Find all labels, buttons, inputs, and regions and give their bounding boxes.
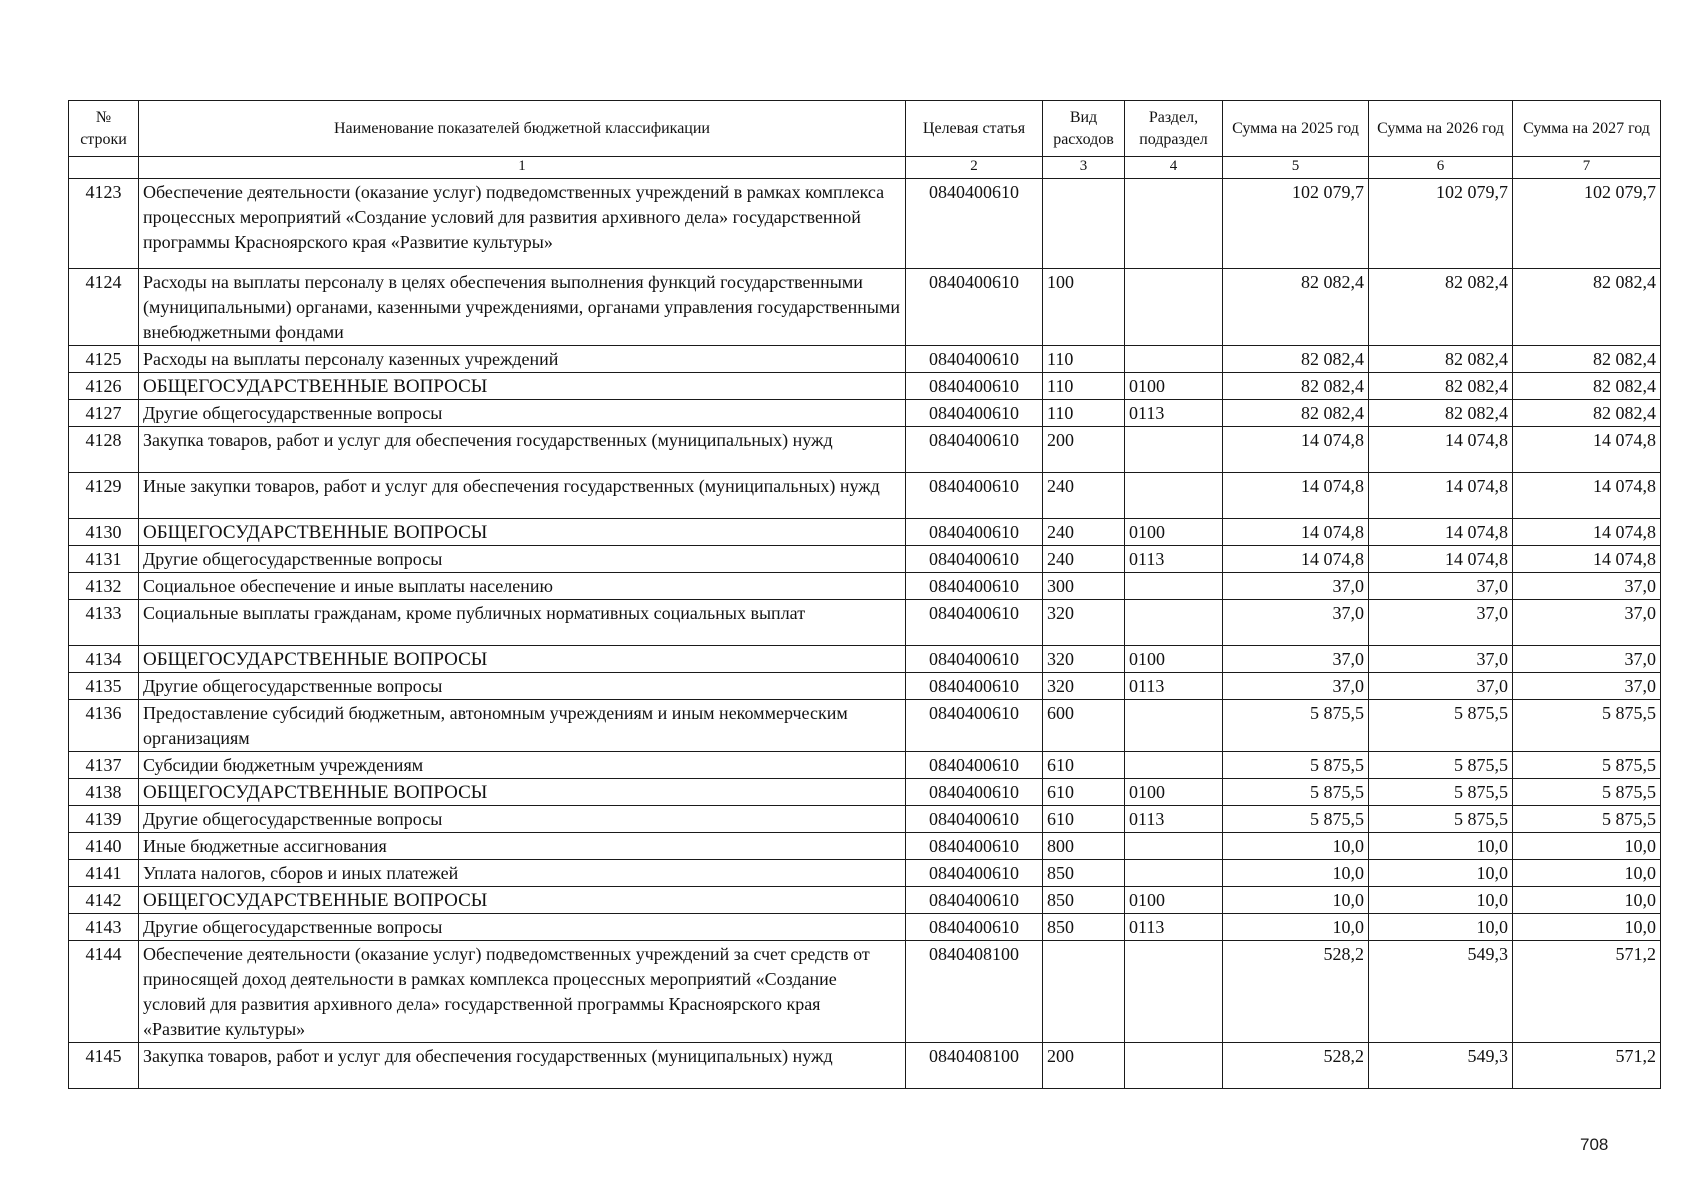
row-sum-2026: 5 875,5	[1369, 806, 1513, 833]
row-target: 0840400610	[906, 546, 1043, 573]
table-row	[69, 860, 1661, 887]
row-target: 0840400610	[906, 779, 1043, 806]
row-number: 4131	[69, 546, 139, 573]
row-number: 4132	[69, 573, 139, 600]
row-number: 4128	[69, 427, 139, 473]
row-sum-2026: 5 875,5	[1369, 700, 1513, 752]
row-expense-type: 850	[1043, 914, 1125, 941]
header-section: Раздел, подраздел	[1125, 101, 1223, 157]
row-expense-type: 240	[1043, 473, 1125, 519]
table-row	[69, 600, 1661, 646]
table-row	[69, 400, 1661, 427]
row-sum-2025: 82 082,4	[1223, 346, 1369, 373]
row-name: Уплата налогов, сборов и иных платежей	[139, 860, 906, 887]
table-body	[69, 179, 1661, 1089]
row-number: 4138	[69, 779, 139, 806]
table-row	[69, 914, 1661, 941]
row-sum-2027: 14 074,8	[1513, 519, 1661, 546]
row-name: Обеспечение деятельности (оказание услуг) подведомственных учреждений за счет средств от приносящей доход деятельности в рамках комплекса процессных мероприятий «Создание условий для развития архивного дела» государственной программы Красноярского края «Развитие культуры»	[139, 941, 906, 1043]
row-sum-2027: 82 082,4	[1513, 346, 1661, 373]
row-sum-2027: 5 875,5	[1513, 806, 1661, 833]
row-sum-2026: 5 875,5	[1369, 779, 1513, 806]
row-number: 4129	[69, 473, 139, 519]
column-number: 3	[1043, 157, 1125, 179]
row-sum-2026: 37,0	[1369, 600, 1513, 646]
row-sum-2026: 37,0	[1369, 573, 1513, 600]
header-name: Наименование показателей бюджетной классификации	[139, 101, 906, 157]
row-name: Другие общегосударственные вопросы	[139, 914, 906, 941]
row-number: 4127	[69, 400, 139, 427]
header-sum-2025: Сумма на 2025 год	[1223, 101, 1369, 157]
row-number: 4144	[69, 941, 139, 1043]
row-sum-2025: 5 875,5	[1223, 779, 1369, 806]
row-expense-type: 320	[1043, 600, 1125, 646]
row-expense-type: 610	[1043, 752, 1125, 779]
row-sum-2026: 14 074,8	[1369, 519, 1513, 546]
row-section	[1125, 600, 1223, 646]
row-name: ОБЩЕГОСУДАРСТВЕННЫЕ ВОПРОСЫ	[139, 373, 906, 400]
table-row	[69, 373, 1661, 400]
row-sum-2027: 10,0	[1513, 914, 1661, 941]
row-sum-2025: 37,0	[1223, 646, 1369, 673]
row-sum-2025: 37,0	[1223, 573, 1369, 600]
row-number: 4134	[69, 646, 139, 673]
table-row	[69, 269, 1661, 346]
row-target: 0840400610	[906, 833, 1043, 860]
table-row	[69, 806, 1661, 833]
row-expense-type: 320	[1043, 673, 1125, 700]
row-sum-2026: 102 079,7	[1369, 179, 1513, 269]
row-sum-2026: 10,0	[1369, 833, 1513, 860]
row-section: 0100	[1125, 373, 1223, 400]
row-expense-type: 200	[1043, 1043, 1125, 1089]
row-sum-2026: 82 082,4	[1369, 269, 1513, 346]
row-sum-2027: 571,2	[1513, 1043, 1661, 1089]
row-number: 4137	[69, 752, 139, 779]
row-expense-type: 850	[1043, 887, 1125, 914]
row-name: Другие общегосударственные вопросы	[139, 546, 906, 573]
row-name: Другие общегосударственные вопросы	[139, 400, 906, 427]
row-number: 4142	[69, 887, 139, 914]
row-sum-2025: 10,0	[1223, 887, 1369, 914]
row-sum-2027: 14 074,8	[1513, 427, 1661, 473]
column-number: 1	[139, 157, 906, 179]
row-sum-2026: 549,3	[1369, 941, 1513, 1043]
row-target: 0840400610	[906, 400, 1043, 427]
row-number: 4141	[69, 860, 139, 887]
row-target: 0840400610	[906, 700, 1043, 752]
row-number: 4140	[69, 833, 139, 860]
row-sum-2027: 37,0	[1513, 673, 1661, 700]
row-section	[1125, 860, 1223, 887]
row-sum-2027: 82 082,4	[1513, 269, 1661, 346]
row-expense-type: 110	[1043, 373, 1125, 400]
row-expense-type: 100	[1043, 269, 1125, 346]
column-number: 2	[906, 157, 1043, 179]
row-sum-2026: 5 875,5	[1369, 752, 1513, 779]
row-sum-2025: 14 074,8	[1223, 546, 1369, 573]
row-sum-2027: 37,0	[1513, 573, 1661, 600]
row-section	[1125, 700, 1223, 752]
row-number: 4125	[69, 346, 139, 373]
row-expense-type: 800	[1043, 833, 1125, 860]
row-name: ОБЩЕГОСУДАРСТВЕННЫЕ ВОПРОСЫ	[139, 779, 906, 806]
row-sum-2027: 37,0	[1513, 646, 1661, 673]
row-section	[1125, 269, 1223, 346]
row-sum-2025: 37,0	[1223, 600, 1369, 646]
row-sum-2025: 10,0	[1223, 860, 1369, 887]
row-target: 0840408100	[906, 941, 1043, 1043]
row-name: ОБЩЕГОСУДАРСТВЕННЫЕ ВОПРОСЫ	[139, 646, 906, 673]
row-sum-2026: 82 082,4	[1369, 400, 1513, 427]
row-name: Другие общегосударственные вопросы	[139, 806, 906, 833]
row-name: ОБЩЕГОСУДАРСТВЕННЫЕ ВОПРОСЫ	[139, 887, 906, 914]
page-number: 708	[1580, 1135, 1609, 1154]
row-target: 0840400610	[906, 179, 1043, 269]
row-target: 0840400610	[906, 346, 1043, 373]
row-name: Расходы на выплаты персоналу казенных учреждений	[139, 346, 906, 373]
row-sum-2025: 5 875,5	[1223, 806, 1369, 833]
row-target: 0840400610	[906, 646, 1043, 673]
row-sum-2027: 14 074,8	[1513, 546, 1661, 573]
row-sum-2025: 82 082,4	[1223, 269, 1369, 346]
row-name: Обеспечение деятельности (оказание услуг) подведомственных учреждений в рамках комплекса процессных мероприятий «Создание условий для развития архивного дела» государственной программы Красноярского края «Развитие культуры»	[139, 179, 906, 269]
row-section: 0100	[1125, 887, 1223, 914]
row-name: Предоставление субсидий бюджетным, автономным учреждениям и иным некоммерческим организациям	[139, 700, 906, 752]
row-target: 0840400610	[906, 673, 1043, 700]
row-section: 0100	[1125, 646, 1223, 673]
row-number: 4145	[69, 1043, 139, 1089]
row-sum-2027: 10,0	[1513, 833, 1661, 860]
row-target: 0840400610	[906, 887, 1043, 914]
row-name: Социальные выплаты гражданам, кроме публичных нормативных социальных выплат	[139, 600, 906, 646]
header-target: Целевая статья	[906, 101, 1043, 157]
row-expense-type: 110	[1043, 400, 1125, 427]
row-target: 0840400610	[906, 427, 1043, 473]
row-section	[1125, 427, 1223, 473]
row-section	[1125, 179, 1223, 269]
row-section: 0100	[1125, 519, 1223, 546]
row-number: 4139	[69, 806, 139, 833]
row-sum-2026: 10,0	[1369, 887, 1513, 914]
row-name: Закупка товаров, работ и услуг для обеспечения государственных (муниципальных) нужд	[139, 427, 906, 473]
row-target: 0840400610	[906, 914, 1043, 941]
table-row	[69, 700, 1661, 752]
table-row	[69, 941, 1661, 1043]
row-sum-2027: 10,0	[1513, 887, 1661, 914]
row-name: Субсидии бюджетным учреждениям	[139, 752, 906, 779]
row-target: 0840400610	[906, 269, 1043, 346]
row-expense-type: 240	[1043, 519, 1125, 546]
row-number: 4136	[69, 700, 139, 752]
row-name: Социальное обеспечение и иные выплаты населению	[139, 573, 906, 600]
header-row	[69, 101, 1661, 157]
row-number: 4135	[69, 673, 139, 700]
row-name: Расходы на выплаты персоналу в целях обеспечения выполнения функций государственными (муниципальными) органами, казенными учреждениями, органами управления государственными внебюджетными фондами	[139, 269, 906, 346]
row-section	[1125, 573, 1223, 600]
row-section	[1125, 752, 1223, 779]
row-section: 0100	[1125, 779, 1223, 806]
row-sum-2027: 82 082,4	[1513, 400, 1661, 427]
row-sum-2025: 82 082,4	[1223, 373, 1369, 400]
row-target: 0840400610	[906, 752, 1043, 779]
row-expense-type: 600	[1043, 700, 1125, 752]
row-sum-2026: 14 074,8	[1369, 427, 1513, 473]
row-expense-type: 240	[1043, 546, 1125, 573]
row-sum-2026: 14 074,8	[1369, 546, 1513, 573]
row-target: 0840400610	[906, 519, 1043, 546]
row-sum-2026: 37,0	[1369, 673, 1513, 700]
row-target: 0840400610	[906, 860, 1043, 887]
row-sum-2027: 10,0	[1513, 860, 1661, 887]
table-row	[69, 346, 1661, 373]
row-name: Закупка товаров, работ и услуг для обеспечения государственных (муниципальных) нужд	[139, 1043, 906, 1089]
row-sum-2026: 549,3	[1369, 1043, 1513, 1089]
row-sum-2025: 82 082,4	[1223, 400, 1369, 427]
row-sum-2025: 5 875,5	[1223, 700, 1369, 752]
row-target: 0840400610	[906, 473, 1043, 519]
column-number: 7	[1513, 157, 1661, 179]
row-sum-2026: 14 074,8	[1369, 473, 1513, 519]
row-name: Иные бюджетные ассигнования	[139, 833, 906, 860]
table-row	[69, 573, 1661, 600]
table-row	[69, 833, 1661, 860]
row-expense-type: 320	[1043, 646, 1125, 673]
row-expense-type: 850	[1043, 860, 1125, 887]
row-sum-2025: 10,0	[1223, 833, 1369, 860]
table-row	[69, 179, 1661, 269]
table-row	[69, 887, 1661, 914]
row-sum-2027: 37,0	[1513, 600, 1661, 646]
row-sum-2025: 10,0	[1223, 914, 1369, 941]
row-sum-2027: 14 074,8	[1513, 473, 1661, 519]
row-target: 0840400610	[906, 600, 1043, 646]
table-row	[69, 546, 1661, 573]
row-expense-type: 200	[1043, 427, 1125, 473]
row-sum-2026: 10,0	[1369, 860, 1513, 887]
row-section	[1125, 941, 1223, 1043]
row-expense-type: 610	[1043, 806, 1125, 833]
row-section: 0113	[1125, 914, 1223, 941]
row-section	[1125, 346, 1223, 373]
row-section: 0113	[1125, 400, 1223, 427]
header-sum-2027: Сумма на 2027 год	[1513, 101, 1661, 157]
row-target: 0840400610	[906, 373, 1043, 400]
row-expense-type: 110	[1043, 346, 1125, 373]
table-row	[69, 752, 1661, 779]
column-number: 6	[1369, 157, 1513, 179]
header-no: № строки	[69, 101, 139, 157]
row-section	[1125, 1043, 1223, 1089]
header-sum-2026: Сумма на 2026 год	[1369, 101, 1513, 157]
table-row	[69, 473, 1661, 519]
row-sum-2027: 5 875,5	[1513, 752, 1661, 779]
row-target: 0840408100	[906, 1043, 1043, 1089]
row-sum-2026: 82 082,4	[1369, 373, 1513, 400]
table-row	[69, 779, 1661, 806]
row-section: 0113	[1125, 806, 1223, 833]
row-sum-2027: 82 082,4	[1513, 373, 1661, 400]
row-expense-type: 610	[1043, 779, 1125, 806]
row-name: ОБЩЕГОСУДАРСТВЕННЫЕ ВОПРОСЫ	[139, 519, 906, 546]
table-row	[69, 673, 1661, 700]
budget-table	[68, 100, 1661, 1089]
row-section: 0113	[1125, 546, 1223, 573]
row-target: 0840400610	[906, 806, 1043, 833]
column-number-blank	[69, 157, 139, 179]
row-number: 4130	[69, 519, 139, 546]
table-row	[69, 1043, 1661, 1089]
column-number-row	[69, 157, 1661, 179]
column-number: 4	[1125, 157, 1223, 179]
row-name: Иные закупки товаров, работ и услуг для обеспечения государственных (муниципальных) нужд	[139, 473, 906, 519]
row-name: Другие общегосударственные вопросы	[139, 673, 906, 700]
column-number: 5	[1223, 157, 1369, 179]
row-sum-2025: 14 074,8	[1223, 473, 1369, 519]
row-sum-2026: 82 082,4	[1369, 346, 1513, 373]
table-row	[69, 519, 1661, 546]
row-sum-2027: 102 079,7	[1513, 179, 1661, 269]
table-row	[69, 646, 1661, 673]
row-target: 0840400610	[906, 573, 1043, 600]
row-sum-2025: 14 074,8	[1223, 427, 1369, 473]
row-sum-2027: 5 875,5	[1513, 779, 1661, 806]
row-section	[1125, 833, 1223, 860]
row-sum-2025: 528,2	[1223, 941, 1369, 1043]
row-section: 0113	[1125, 673, 1223, 700]
row-sum-2025: 5 875,5	[1223, 752, 1369, 779]
row-number: 4143	[69, 914, 139, 941]
row-expense-type: 300	[1043, 573, 1125, 600]
row-number: 4123	[69, 179, 139, 269]
row-number: 4126	[69, 373, 139, 400]
row-sum-2025: 102 079,7	[1223, 179, 1369, 269]
row-sum-2027: 5 875,5	[1513, 700, 1661, 752]
row-number: 4133	[69, 600, 139, 646]
row-expense-type	[1043, 941, 1125, 1043]
row-sum-2026: 37,0	[1369, 646, 1513, 673]
header-expense-type: Вид расходов	[1043, 101, 1125, 157]
row-sum-2025: 37,0	[1223, 673, 1369, 700]
row-sum-2025: 528,2	[1223, 1043, 1369, 1089]
row-sum-2025: 14 074,8	[1223, 519, 1369, 546]
row-number: 4124	[69, 269, 139, 346]
row-section	[1125, 473, 1223, 519]
table-row	[69, 427, 1661, 473]
row-expense-type	[1043, 179, 1125, 269]
row-sum-2026: 10,0	[1369, 914, 1513, 941]
row-sum-2027: 571,2	[1513, 941, 1661, 1043]
